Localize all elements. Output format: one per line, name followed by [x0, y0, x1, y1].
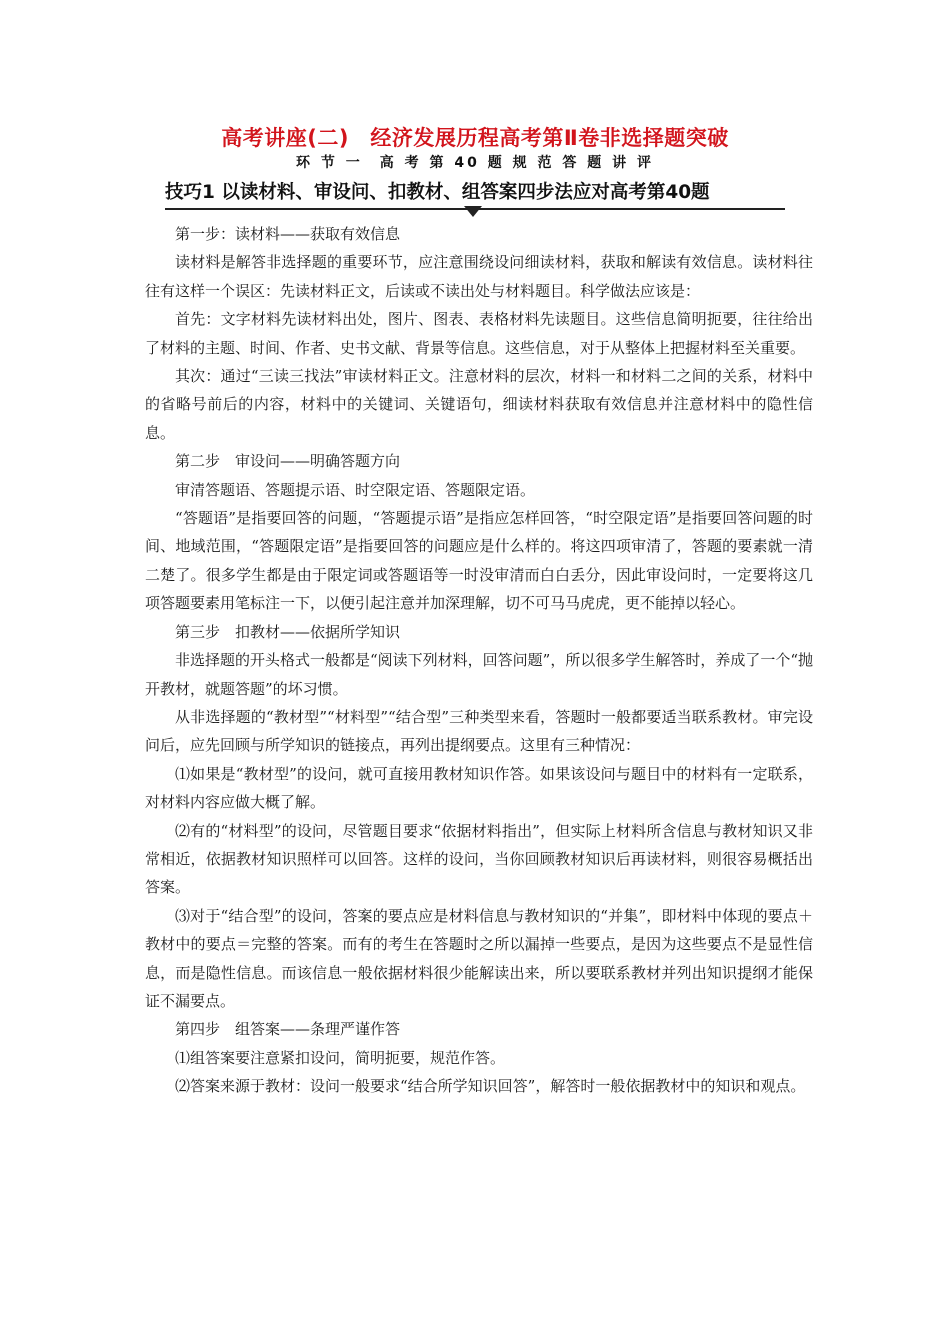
- paragraph: ⑵有的“材料型”的设问，尽管题目要求“依据材料指出”，但实际上材料所含信息与教材知识又非常相近，依据教材知识照样可以回答。这样的设问，当你回顾教材知识后再读材料，则很容易概括出答案。: [145, 821, 813, 897]
- step-heading: 第一步：读材料——获取有效信息: [175, 225, 401, 243]
- down-triangle-icon: [464, 206, 482, 217]
- paragraph: 审清答题语、答题提示语、时空限定语、答题限定语。: [175, 480, 536, 499]
- paragraph: ⑵答案来源于教材：设问一般要求“结合所学知识回答”，解答时一般依据教材中的知识和观点。: [175, 1077, 806, 1096]
- paragraph: ⑴如果是“教材型”的设问，就可直接用教材知识作答。如果该设问与题目中的材料有一定联系，对材料内容应做大概了解。: [145, 764, 813, 812]
- paragraph: 非选择题的开头格式一般都是“阅读下列材料，回答问题”，所以很多学生解答时，养成了一个“抛开教材，就题答题”的坏习惯。: [145, 651, 814, 698]
- paragraph: “答题语”是指要回答的问题，“答题提示语”是指应怎样回答，“时空限定语”是指要回答问题的时间、地域范围，“答题限定语”是指要回答的问题应是什么样的。将这四项审清了，答题的要素就一清二楚了。很多学生都是由于限定词或答题语等一时没审清而白白丢分，因此审设问时，一定要将这几项答题要素用笔标注一下，以便引起注意并加深理解，切不可马马虎虎，更不能掉以轻心。: [145, 509, 813, 613]
- paragraph: 读材料是解答非选择题的重要环节，应注意围绕设问细读材料，获取和解读有效信息。读材料往往有这样一个误区：先读材料正文，后读或不读出处与材料题目。科学做法应该是：: [145, 253, 813, 300]
- lecture-title: 高考讲座(二) 经济发展历程高考第Ⅱ卷非选择题突破: [221, 126, 729, 150]
- paragraph: ⑴组答案要注意紧扣设问，简明扼要，规范作答。: [175, 1048, 506, 1067]
- document-body: [145, 220, 813, 1101]
- step-heading: 第四步 组答案——条理严谨作答: [175, 1020, 401, 1039]
- paragraph: 从非选择题的“教材型”“材料型”“结合型”三种类型来看，答题时一般都要适当联系教材。审完设问后，应先回顾与所学知识的链接点，再列出提纲要点。这里有三种情况：: [145, 707, 813, 755]
- paragraph: 其次：通过“三读三找法”审读材料正文。注意材料的层次，材料一和材料二之间的关系，材料中的省略号前后的内容，材料中的关键词、关键语句，细读材料获取有效信息并注意材料中的隐性信息。: [145, 367, 813, 442]
- section-subtitle: 环 节 一 高 考 第 40 题 规 范 答 题 讲 评: [296, 155, 654, 171]
- paragraph: 首先：文字材料先读材料出处，图片、图表、表格材料先读题目。这些信息简明扼要，往往给出了材料的主题、时间、作者、史书文献、背景等信息。这些信息，对于从整体上把握材料至关重要。: [145, 310, 813, 357]
- skill-heading: 技巧1 以读材料、审设问、扣教材、组答案四步法应对高考第40题: [165, 182, 710, 203]
- step-heading: 第二步 审设问——明确答题方向: [175, 452, 401, 471]
- step-heading: 第三步 扣教材——依据所学知识: [175, 622, 401, 641]
- paragraph: ⑶对于“结合型”的设问，答案的要点应是材料信息与教材知识的“并集”，即材料中体现的要点＋教材中的要点＝完整的答案。而有的考生在答题时之所以漏掉一些要点，是因为这些要点不是显性信息，而是隐性信息。而该信息一般依据材料很少能解读出来，所以要联系教材并列出知识提纲才能保证不漏要点。: [145, 906, 813, 1010]
